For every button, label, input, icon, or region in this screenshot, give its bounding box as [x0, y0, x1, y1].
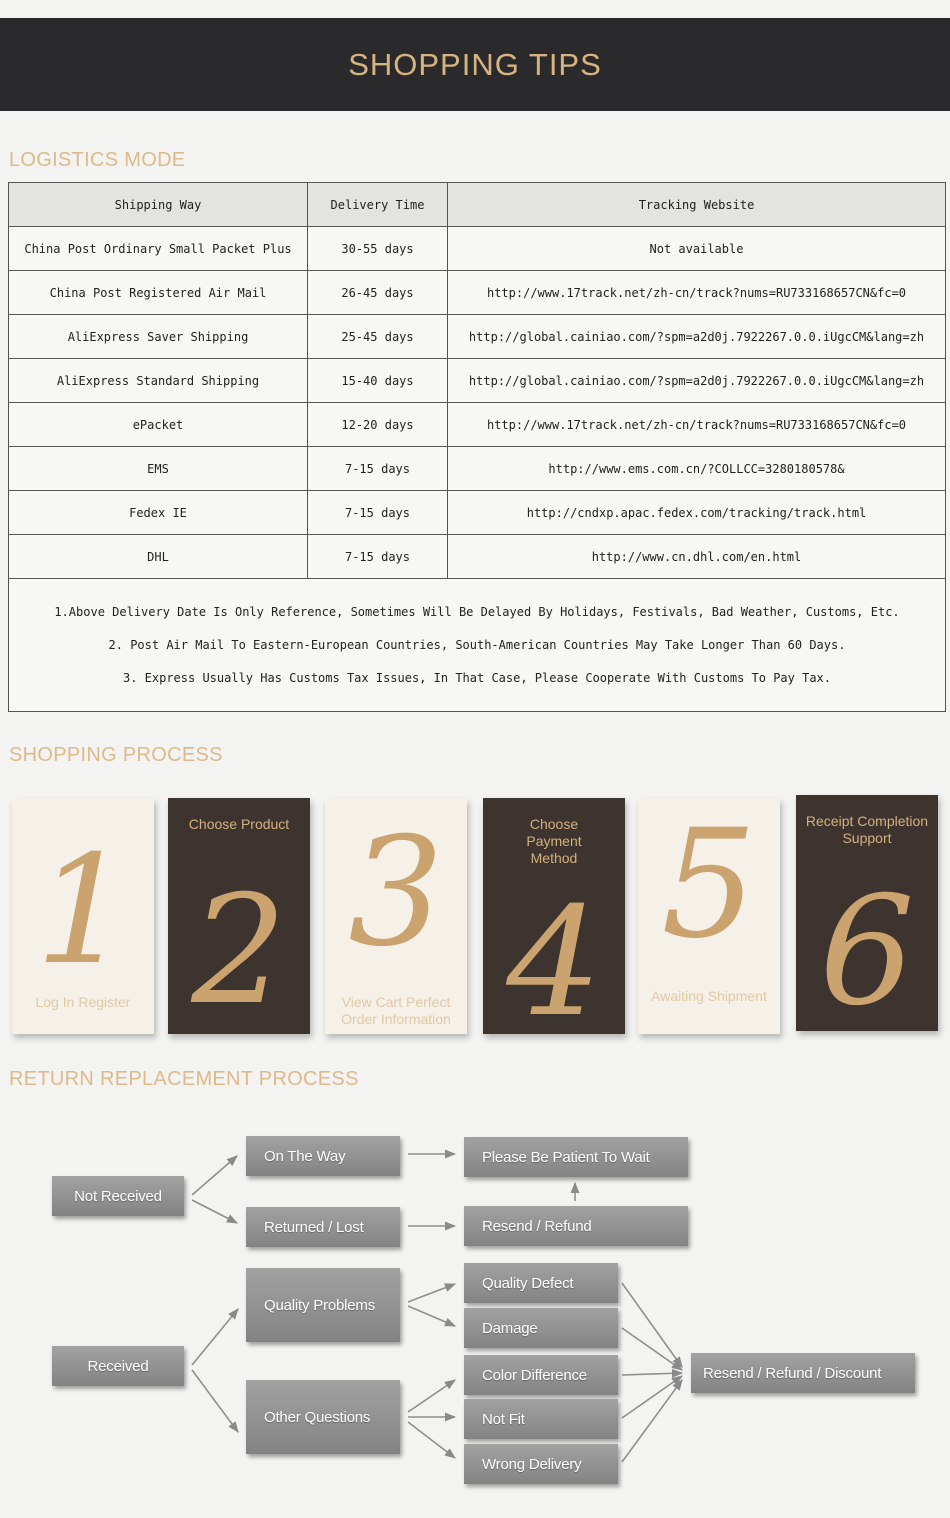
tracking-website-cell[interactable]: http://www.ems.com.cn/?COLLCC=3280180578& — [448, 447, 946, 491]
step-number: 6 — [819, 865, 915, 1031]
not-received-box: Not Received — [52, 1176, 184, 1216]
step-number: 5 — [661, 798, 757, 972]
note-line: 2. Post Air Mail To Eastern-European Countries, South-American Countries May Take Longer Than 60 Days. — [108, 637, 846, 652]
shipping-way-cell: AliExpress Saver Shipping — [9, 315, 308, 359]
received-box: Received — [52, 1346, 184, 1386]
shipping-way-cell: Fedex IE — [9, 491, 308, 535]
quality-defect-box: Quality Defect — [464, 1263, 618, 1303]
delivery-time-cell: 30-55 days — [308, 227, 448, 271]
return-process-title: RETURN REPLACEMENT PROCESS — [9, 1068, 359, 1090]
resend-refund-box: Resend / Refund — [464, 1206, 688, 1246]
tracking-website-cell[interactable]: http://www.17track.net/zh-cn/track?nums=RU733168657CN&fc=0 — [448, 271, 946, 315]
not-fit-box: Not Fit — [464, 1399, 618, 1439]
damage-box: Damage — [464, 1308, 618, 1348]
note-line: 1.Above Delivery Date Is Only Reference, Sometimes Will Be Delayed By Holidays, Festivals, Bad Weather, Customs, Etc. — [54, 604, 900, 619]
shipping-way-cell: DHL — [9, 535, 308, 579]
step-number: 3 — [348, 806, 444, 980]
arrow — [622, 1373, 682, 1375]
arrow — [408, 1422, 455, 1458]
delivery-time-cell: 15-40 days — [308, 359, 448, 403]
arrow — [622, 1376, 682, 1418]
note-line: 3. Express Usually Has Customs Tax Issues, In That Case, Please Cooperate With Customs To Pay Tax. — [122, 670, 831, 685]
on-the-way-box: On The Way — [246, 1136, 400, 1176]
column-header: Tracking Website — [448, 183, 946, 227]
delivery-time-cell: 25-45 days — [308, 315, 448, 359]
arrow — [408, 1306, 455, 1326]
page-title: SHOPPING TIPS — [348, 46, 602, 82]
arrow — [622, 1380, 682, 1462]
step-caption: Choose Product — [188, 816, 290, 832]
tracking-website-cell[interactable]: http://global.cainiao.com/?spm=a2d0j.7922267.0.0.iUgcCM&lang=zh — [448, 315, 946, 359]
shopping-process-title: SHOPPING PROCESS — [9, 744, 223, 766]
arrow — [622, 1283, 682, 1367]
other-questions-box: Other Questions — [246, 1380, 400, 1454]
step-number: 4 — [506, 876, 602, 1034]
arrow — [192, 1309, 238, 1365]
shipping-way-cell: China Post Registered Air Mail — [9, 271, 308, 315]
delivery-time-cell: 26-45 days — [308, 271, 448, 315]
step-number: 2 — [191, 864, 287, 1034]
step-caption: Choose Payment Method — [526, 816, 582, 866]
arrow — [192, 1370, 238, 1432]
column-header: Delivery Time — [308, 183, 448, 227]
arrow — [408, 1380, 455, 1412]
shipping-way-cell: China Post Ordinary Small Packet Plus — [9, 227, 308, 271]
quality-problems-box: Quality Problems — [246, 1268, 400, 1342]
step-number: 1 — [35, 824, 131, 998]
delivery-time-cell: 7-15 days — [308, 491, 448, 535]
wrong-delivery-box: Wrong Delivery — [464, 1444, 618, 1484]
tracking-website-cell: Not available — [448, 227, 946, 271]
arrow — [192, 1200, 237, 1223]
arrow — [408, 1284, 455, 1302]
arrow — [622, 1328, 682, 1370]
delivery-time-cell: 12-20 days — [308, 403, 448, 447]
logistics-title: LOGISTICS MODE — [9, 149, 186, 171]
step-caption: Receipt Completion Support — [805, 813, 929, 846]
tracking-website-cell[interactable]: http://www.17track.net/zh-cn/track?nums=RU733168657CN&fc=0 — [448, 403, 946, 447]
step-caption: Log In Register — [35, 994, 131, 1010]
please-wait-box: Please Be Patient To Wait — [464, 1137, 688, 1177]
step-caption: Awaiting Shipment — [651, 988, 767, 1004]
tracking-website-cell[interactable]: http://cndxp.apac.fedex.com/tracking/track.html — [448, 491, 946, 535]
delivery-time-cell: 7-15 days — [308, 535, 448, 579]
shipping-way-cell: EMS — [9, 447, 308, 491]
step-caption: View Cart Perfect Order Information — [341, 994, 451, 1027]
tracking-website-cell[interactable]: http://global.cainiao.com/?spm=a2d0j.7922267.0.0.iUgcCM&lang=zh — [448, 359, 946, 403]
color-difference-box: Color Difference — [464, 1355, 618, 1395]
returned-lost-box: Returned / Lost — [246, 1207, 400, 1247]
shipping-way-cell: AliExpress Standard Shipping — [9, 359, 308, 403]
column-header: Shipping Way — [9, 183, 308, 227]
resend-refund-discount-box: Resend / Refund / Discount — [691, 1353, 915, 1393]
delivery-time-cell: 7-15 days — [308, 447, 448, 491]
tracking-website-cell[interactable]: http://www.cn.dhl.com/en.html — [448, 535, 946, 579]
shipping-way-cell: ePacket — [9, 403, 308, 447]
arrow — [192, 1156, 237, 1195]
